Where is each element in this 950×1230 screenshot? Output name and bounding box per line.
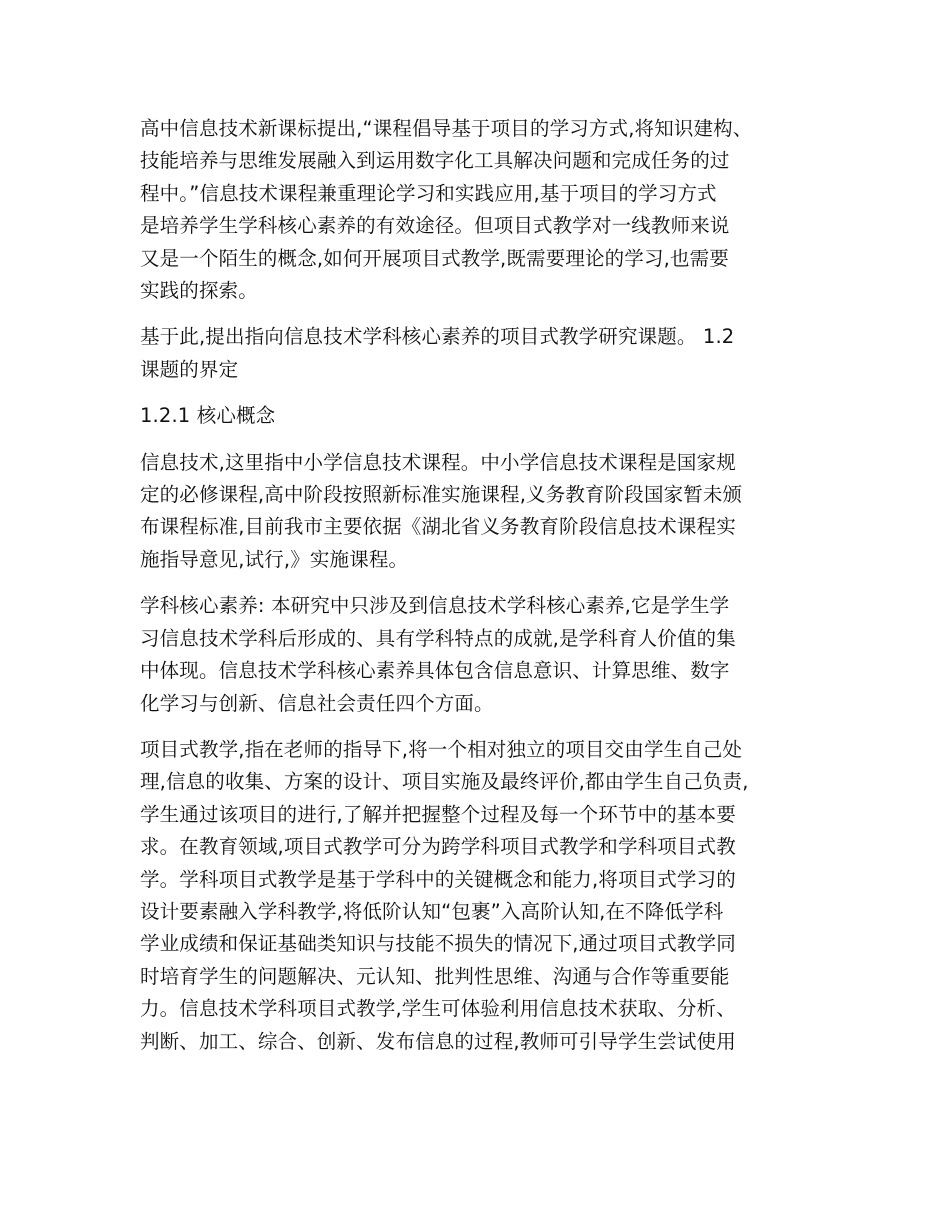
text-line: 学生通过该项目的进行,了解并把握整个过程及每一个环节中的基本要	[140, 802, 736, 826]
text-line: 设计要素融入学科教学,将低阶认知“包裹”入高阶认知,在不降低学科	[140, 899, 724, 923]
text-line: 项目式教学,指在老师的指导下,将一个相对独立的项目交由学生自己处	[140, 737, 743, 761]
text-line: 定的必修课程,高中阶段按照新标准实施课程,义务教育阶段国家暂未颁	[140, 483, 743, 507]
text-line: 信息技术,这里指中小学信息技术课程。中小学信息技术课程是国家规	[140, 450, 736, 474]
paragraph-research-topic	[140, 321, 820, 386]
text-line: 学科核心素养: 本研究中只涉及到信息技术学科核心素养,它是学生学	[140, 594, 730, 618]
document-page	[140, 113, 820, 1058]
text-line: 求。在教育领域,项目式教学可分为跨学科项目式教学和学科项目式教	[140, 835, 736, 859]
text-line: 基于此,提出指向信息技术学科核心素养的项目式教学研究课题。 1.2	[140, 325, 735, 349]
text-line: 施指导意见,试行,》实施课程。	[140, 547, 409, 571]
text-line: 布课程标准,目前我市主要依据《湖北省义务教育阶段信息技术课程实	[140, 515, 736, 539]
text-line: 中体现。信息技术学科核心素养具体包含信息意识、计算思维、数字	[140, 659, 730, 683]
text-line: 程中。”信息技术课程兼重理论学习和实践应用,基于项目的学习方式	[140, 181, 717, 205]
text-line: 理,信息的收集、方案的设计、项目实施及最终评价,都由学生自己负责,	[140, 770, 749, 794]
section-heading-core-concepts	[140, 400, 820, 432]
text-line: 实践的探索。	[140, 279, 258, 303]
text-line: 课题的界定	[140, 357, 239, 381]
paragraph-information-technology	[140, 447, 820, 577]
text-line: 习信息技术学科后形成的、具有学科特点的成就,是学科育人价值的集	[140, 626, 736, 650]
text-line: 高中信息技术新课标提出,“课程倡导基于项目的学习方式,将知识建构、	[140, 117, 753, 140]
paragraph-core-literacy	[140, 590, 820, 720]
text-line: 学。学科项目式教学是基于学科中的关键概念和能力,将项目式学习的	[140, 867, 736, 891]
paragraph-curriculum-standard	[140, 113, 820, 307]
text-line: 又是一个陌生的概念,如何开展项目式教学,既需要理论的学习,也需要	[140, 246, 729, 270]
text-line: 1.2.1 核心概念	[140, 404, 276, 428]
paragraph-project-based-teaching	[140, 734, 820, 1058]
text-line: 化学习与创新、信息社会责任四个方面。	[140, 691, 494, 715]
text-line: 时培育学生的问题解决、元认知、批判性思维、沟通与合作等重要能	[140, 964, 730, 988]
text-line: 力。信息技术学科项目式教学,学生可体验利用信息技术获取、分析、	[140, 997, 736, 1021]
text-line: 学业成绩和保证基础类知识与技能不损失的情况下,通过项目式教学同	[140, 932, 736, 956]
text-line: 技能培养与思维发展融入到运用数字化工具解决问题和完成任务的过	[140, 149, 730, 173]
text-line: 是培养学生学科核心素养的有效途径。但项目式教学对一线教师来说	[140, 214, 730, 238]
text-line: 判断、加工、综合、创新、发布信息的过程,教师可引导学生尝试使用	[140, 1029, 736, 1053]
